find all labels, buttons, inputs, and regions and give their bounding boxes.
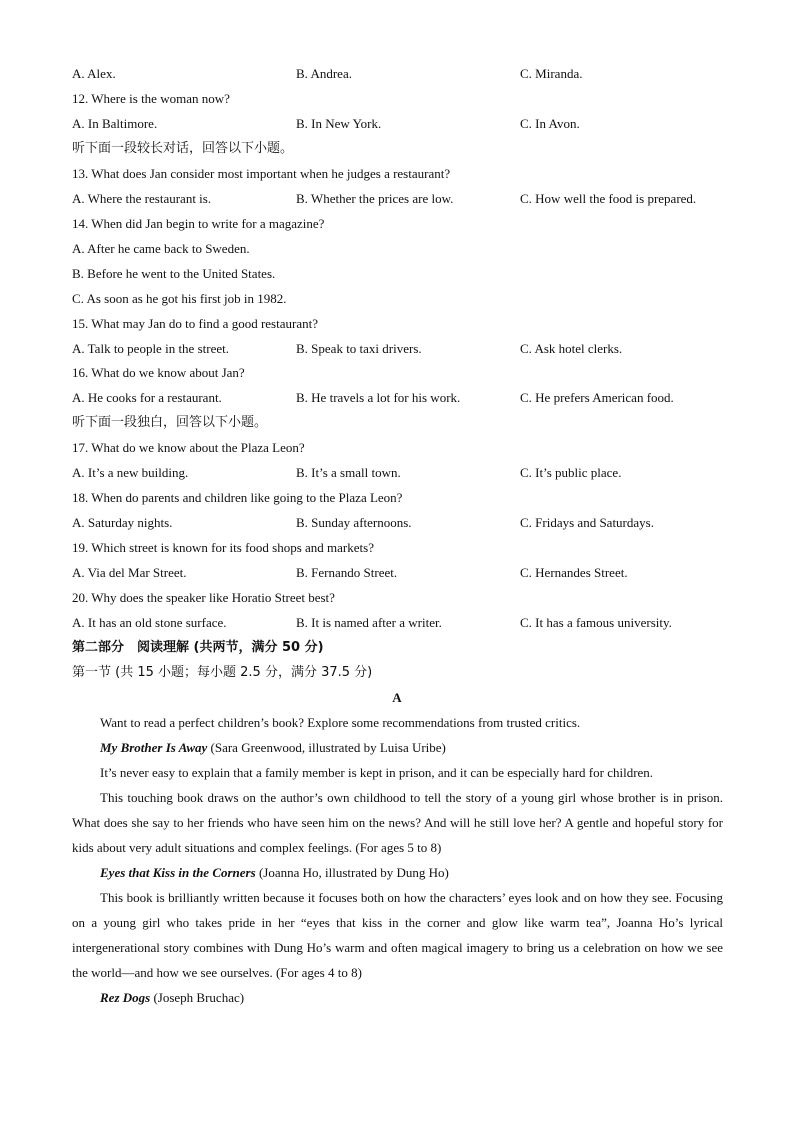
q16-option-b: B. He travels a lot for his work. [296,390,461,405]
q14-option-a-row [0,239,794,264]
q17-question [0,438,794,463]
instruction-monologue [0,413,794,438]
q20-option-b: B. It is named after a writer. [296,615,442,630]
book1-title: My Brother Is Away [100,740,208,755]
q15-text: 15. What may Jan do to find a good restaurant? [72,316,318,331]
passage-letter: A [392,690,402,705]
q17-option-c: C. It’s public place. [520,465,622,480]
q18-option-b: B. Sunday afternoons. [296,515,412,530]
q14-option-c-row [0,289,794,314]
q14-option-b: B. Before he went to the United States. [72,266,276,281]
book3-title: Rez Dogs [100,990,151,1005]
q17-option-b: B. It’s a small town. [296,465,401,480]
book1-paragraph1-text: It’s never easy to explain that a family member is kept in prison, and it can be especially hard for children. [100,765,654,780]
part-two-title: 第二部分 阅读理解 (共两节，满分 50 分) [72,640,324,655]
q14-option-c: C. As soon as he got his first job in 1982. [72,291,287,306]
q13-question [0,164,794,189]
q13-option-b: B. Whether the prices are low. [296,191,454,206]
q11-option-b: B. Andrea. [296,66,352,81]
q12-text: 12. Where is the woman now? [72,91,230,106]
instruction-long-dialog [0,139,794,164]
book2-paragraph1: This book is brilliantly written because it focuses both on how the characters’ eyes look and on how they see. Focusing on a young girl who takes pride in her “eyes that kiss in the corner and glow like warm tea”, Joanna Ho’s lyrical intergenerational story combines with Dung Ho’s warm and often magical imagery to bring us a celebration on how we see the world—and how we see ourselves. (For ages 4 to 8) [72,890,723,980]
book3-heading-text [100,988,244,1008]
q11-option-c: C. Miranda. [520,66,583,81]
book1-credit: (Sara Greenwood, illustrated by Luisa Uribe) [207,740,446,755]
q12-options [0,114,794,139]
q17-text: 17. What do we know about the Plaza Leon? [72,440,305,455]
q18-options [0,513,794,538]
q15-option-a: A. Talk to people in the street. [72,341,229,356]
instruction-long-dialog-text: 听下面一段较长对话，回答以下小题。 [72,141,294,156]
q13-option-c: C. How well the food is prepared. [520,191,697,206]
q14-question [0,214,794,239]
book1-heading-text [100,738,446,758]
book3-heading [0,988,794,1013]
q16-option-c: C. He prefers American food. [520,390,674,405]
book1-paragraph2: This touching book draws on the author’s own childhood to tell the story of a young girl whose brother is in prison. What does she say to her friends who have seen him on the news? And will he still love her? A gentle and hopeful story for kids about very adult situations and complex feelings. (For ages 5 to 8) [72,790,723,855]
q19-question [0,538,794,563]
q20-options [0,613,794,638]
q15-option-c: C. Ask hotel clerks. [520,341,623,356]
q20-option-c: C. It has a famous university. [520,615,672,630]
q16-text: 16. What do we know about Jan? [72,365,245,380]
q18-text: 18. When do parents and children like going to the Plaza Leon? [72,490,403,505]
q18-option-a: A. Saturday nights. [72,515,173,530]
q15-options [0,339,794,364]
q17-options [0,463,794,488]
q16-options [0,388,794,413]
q11-options [0,64,794,89]
q19-option-c: C. Hernandes Street. [520,565,628,580]
passage-intro-text: Want to read a perfect children’s book? Explore some recommendations from trusted critics. [100,715,581,730]
q18-option-c: C. Fridays and Saturdays. [520,515,654,530]
book1-heading [0,738,794,763]
q18-question [0,488,794,513]
q20-question [0,588,794,613]
section-one-heading [0,663,794,688]
q16-question [0,363,794,388]
passage-intro [0,713,794,738]
q14-option-a: A. After he came back to Sweden. [72,241,250,256]
part-two-heading [0,638,794,663]
q19-options [0,563,794,588]
q12-option-a: A. In Baltimore. [72,116,158,131]
book2-heading-text [100,863,449,883]
q17-option-a: A. It’s a new building. [72,465,189,480]
q12-option-c: C. In Avon. [520,116,580,131]
q19-option-a: A. Via del Mar Street. [72,565,187,580]
book2-title: Eyes that Kiss in the Corners [100,865,256,880]
section-one-title: 第一节 (共 15 小题；每小题 2.5 分，满分 37.5 分) [72,665,373,680]
book3-credit: (Joseph Bruchac) [150,990,245,1005]
instruction-monologue-text: 听下面一段独白，回答以下小题。 [72,415,268,430]
q19-text: 19. Which street is known for its food shops and markets? [72,540,374,555]
q13-text: 13. What does Jan consider most important when he judges a restaurant? [72,166,451,181]
q14-text: 14. When did Jan begin to write for a magazine? [72,216,325,231]
q12-option-b: B. In New York. [296,116,382,131]
passage-letter-row [0,688,794,713]
q19-option-b: B. Fernando Street. [296,565,398,580]
q11-option-a: A. Alex. [72,66,116,81]
q13-option-a: A. Where the restaurant is. [72,191,212,206]
q20-option-a: A. It has an old stone surface. [72,615,227,630]
q13-options [0,189,794,214]
q14-option-b-row [0,264,794,289]
q20-text: 20. Why does the speaker like Horatio Street best? [72,590,335,605]
q16-option-a: A. He cooks for a restaurant. [72,390,222,405]
q15-option-b: B. Speak to taxi drivers. [296,341,422,356]
q12-question [0,89,794,114]
q15-question [0,314,794,339]
book2-credit: (Joanna Ho, illustrated by Dung Ho) [255,865,449,880]
